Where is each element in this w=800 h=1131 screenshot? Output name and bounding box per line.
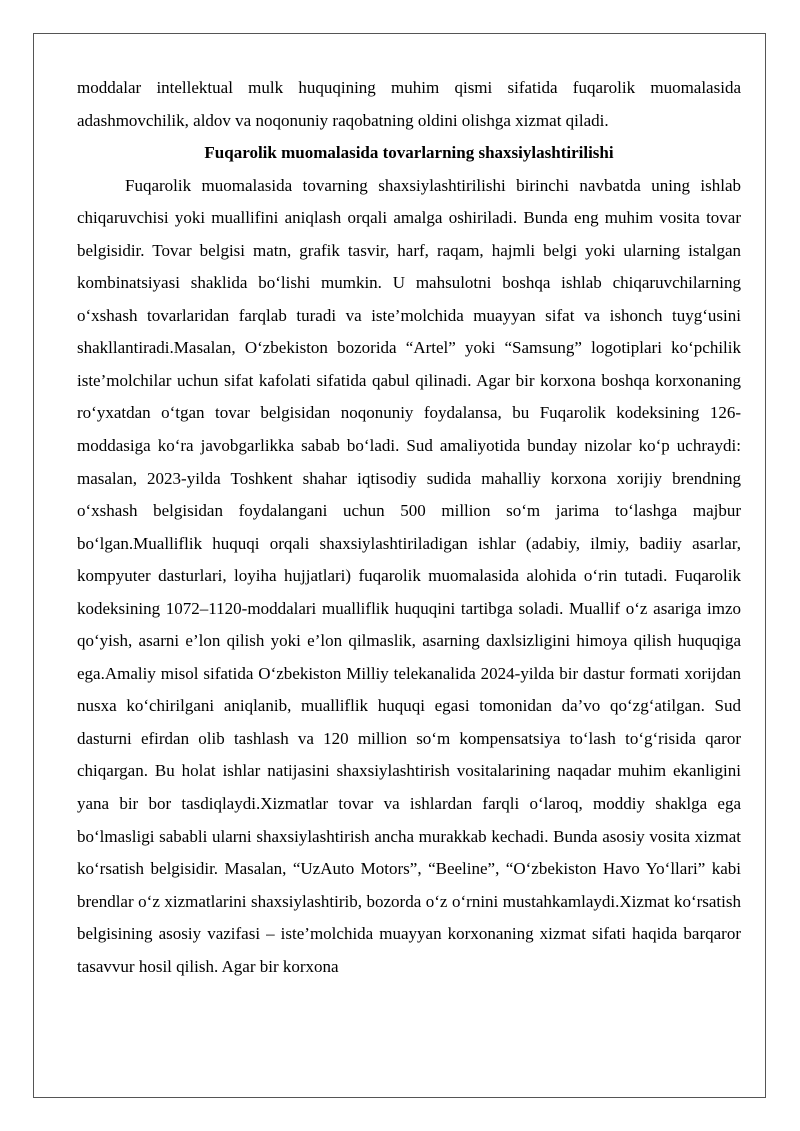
document-body bbox=[77, 72, 741, 983]
body-paragraph: Fuqarolik muomalasida tovarning shaxsiylashtirilishi birinchi navbatda uning ishlab chiqaruvchisi yoki muallifini aniqlash orqali amalga oshiriladi. Bunda eng muhim vosita tovar belgisidir. Tovar belgisi matn, grafik tasvir, harf, raqam, hajmli belgi yoki ularning istalgan kombinatsiyasi shaklida bo‘lishi mumkin. U mahsulotni boshqa ishlab chiqaruvchilarning o‘xshash tovarlaridan farqlab turadi va iste’molchida muayyan sifat va ishonch tuyg‘usini shakllantiradi.Masalan, O‘zbekiston bozorida “Artel” yoki “Samsung” logotiplari ko‘pchilik iste’molchilar uchun sifat kafolati sifatida qabul qilinadi. Agar bir korxona boshqa korxonaning ro‘yxatdan o‘tgan tovar belgisidan noqonuniy foydalansa, bu Fuqarolik kodeksining 126-moddasiga ko‘ra javobgarlikka sabab bo‘ladi. Sud amaliyotida bunday nizolar ko‘p uchraydi: masalan, 2023-yilda Toshkent shahar iqtisodiy sudida mahalliy korxona xorijiy brendning o‘xshash belgisidan foydalangani uchun 500 million so‘m jarima to‘lashga majbur bo‘lgan.Mualliflik huquqi orqali shaxsiylashtiriladigan ishlar (adabiy, ilmiy, badiiy asarlar, kompyuter dasturlari, loyiha hujjatlari) fuqarolik muomalasida alohida o‘rin tutadi. Fuqarolik kodeksining 1072–1120-moddalari mualliflik huquqini tartibga soladi. Muallif o‘z asariga imzo qo‘yish, asarni e’lon qilish yoki e’lon qilmaslik, asarning daxlsizligini himoya qilish huquqiga ega.Amaliy misol sifatida O‘zbekiston Milliy telekanalida 2024-yilda bir dastur formati xorijdan nusxa ko‘chirilgani aniqlanib, mualliflik huquqi egasi tomonidan da’vo qo‘zg‘atilgan. Sud dasturni efirdan olib tashlash va 120 million so‘m kompensatsiya to‘lash to‘g‘risida qaror chiqargan. Bu holat ishlar natijasini shaxsiylashtirish vositalarining naqadar muhim ekanligini yana bir bor tasdiqlaydi.Xizmatlar tovar va ishlardan farqli o‘laroq, moddiy shaklga ega bo‘lmasligi sababli ularni shaxsiylashtirish ancha murakkab kechadi. Bunda asosiy vosita xizmat ko‘rsatish belgisidir. Masalan, “UzAuto Motors”, “Beeline”, “O‘zbekiston Havo Yo‘llari” kabi brendlar o‘z xizmatlarini shaxsiylashtirib, bozorda o‘z o‘rnini mustahkamlaydi.Xizmat ko‘rsatish belgisining asosiy vazifasi – iste’molchida muayyan korxonaning xizmat sifati haqida barqaror tasavvur hosil qilish. Agar bir korxona bbox=[77, 175, 741, 976]
section-heading: Fuqarolik muomalasida tovarlarning shaxsiylashtirilishi bbox=[204, 143, 614, 163]
continuation-paragraph: moddalar intellektual mulk huquqining muhim qismi sifatida fuqarolik muomalasida adashmovchilik, aldov va noqonuniy raqobatning oldini olishga xizmat qiladi. bbox=[77, 78, 741, 130]
